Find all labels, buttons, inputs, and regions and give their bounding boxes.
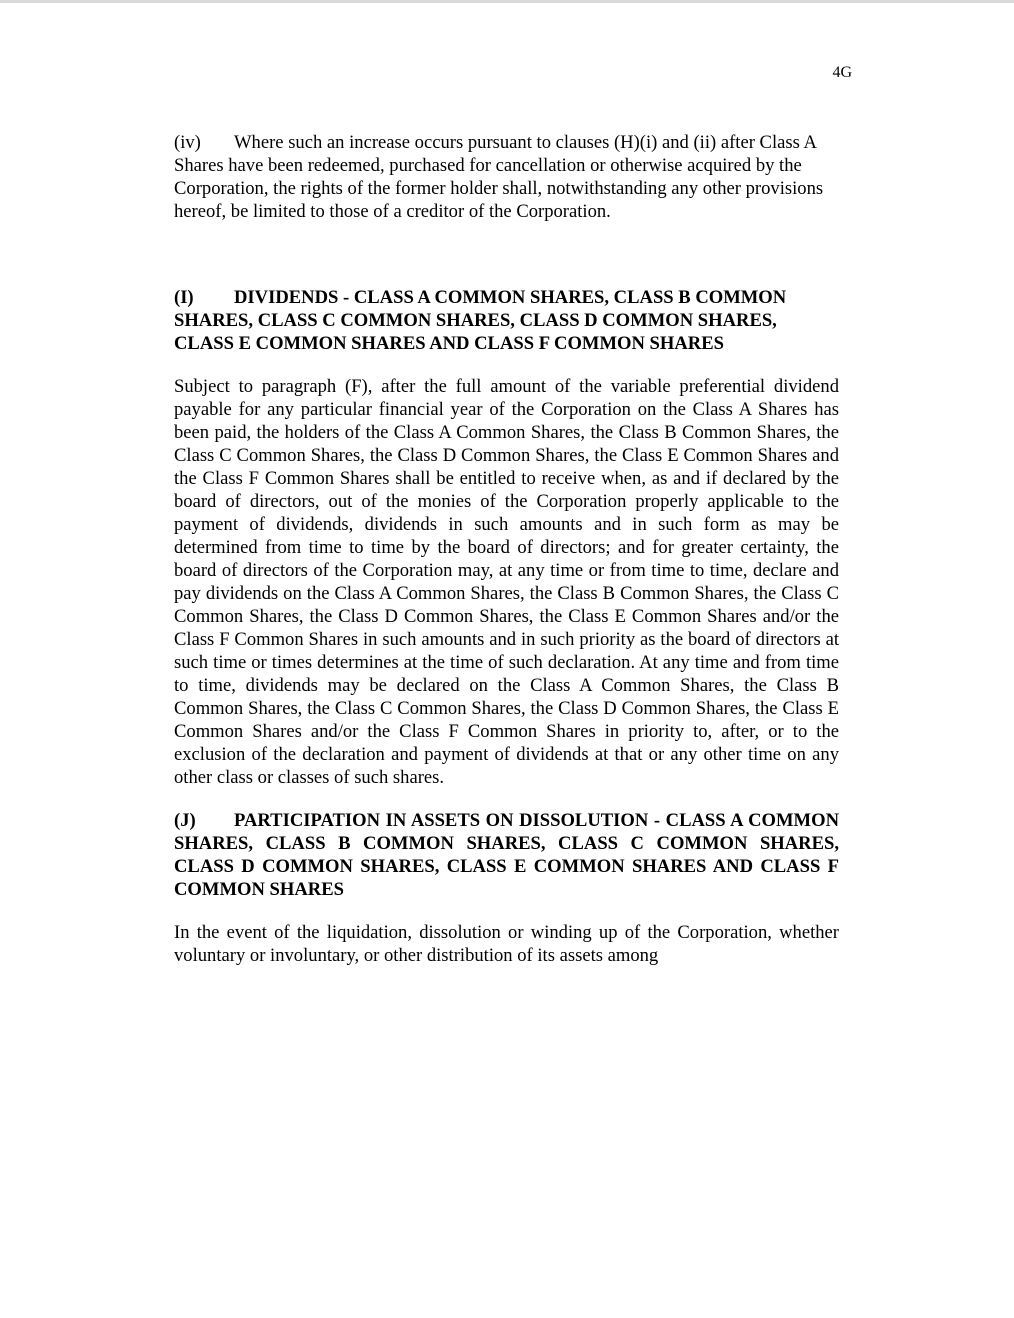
section-i-heading-text: DIVIDENDS - CLASS A COMMON SHARES, CLASS B COMMON SHARES, CLASS C COMMON SHARES, CLASS D COMMON SHARES, CLASS E COMMON SHARES AND CLASS F COMMON SHARES xyxy=(174,287,787,354)
section-i-heading xyxy=(174,286,839,355)
page-number: 4G xyxy=(832,64,852,81)
clause-iv-text: Where such an increase occurs pursuant to clauses (H)(i) and (ii) after Class A Shares have been redeemed, purchased for cancellation or otherwise acquired by the Corporation, the rights of the former holder shall, notwithstanding any other provisions hereof, be limited to those of a creditor of the Corporation. xyxy=(174,132,824,222)
section-j-heading xyxy=(174,809,839,901)
section-i-label: (I) xyxy=(174,287,194,308)
section-j-label: (J) xyxy=(174,810,196,831)
clause-iv-paragraph xyxy=(174,131,834,223)
section-i-body: Subject to paragraph (F), after the full amount of the variable preferential dividend payable for any particular financial year of the Corporation on the Class A Shares has been paid, the holders of the Class A Common Shares, the Class B Common Shares, the Class C Common Shares, the Class D Common Shares, the Class E Common Shares and the Class F Common Shares shall be entitled to receive when, as and if declared by the board of directors, out of the monies of the Corporation properly applicable to the payment of dividends, dividends in such amounts and in such form as may be determined from time to time by the board of directors; and for greater certainty, the board of directors of the Corporation may, at any time or from time to time, declare and pay dividends on the Class A Common Shares, the Class B Common Shares, the Class C Common Shares, the Class D Common Shares, the Class E Common Shares and/or the Class F Common Shares in such amounts and in such priority as the board of directors at such time or times determines at the time of such declaration. At any time and from time to time, dividends may be declared on the Class A Common Shares, the Class B Common Shares, the Class C Common Shares, the Class D Common Shares, the Class E Common Shares and/or the Class F Common Shares in priority to, after, or to the exclusion of the declaration and payment of dividends at that or any other time on any other class or classes of such shares. xyxy=(174,376,839,788)
clause-iv-label: (iv) xyxy=(174,132,201,153)
section-j-body: In the event of the liquidation, dissolution or winding up of the Corporation, whether voluntary or involuntary, or other distribution of its assets among xyxy=(174,922,839,966)
section-j-heading-text: PARTICIPATION IN ASSETS ON DISSOLUTION - CLASS A COMMON SHARES, CLASS B COMMON SHARES, CLASS C COMMON SHARES, CLASS D COMMON SHARES, CLASS E COMMON SHARES AND CLASS F COMMON SHARES xyxy=(174,810,839,900)
page-top-rule xyxy=(0,0,1014,3)
document-body xyxy=(174,131,839,967)
